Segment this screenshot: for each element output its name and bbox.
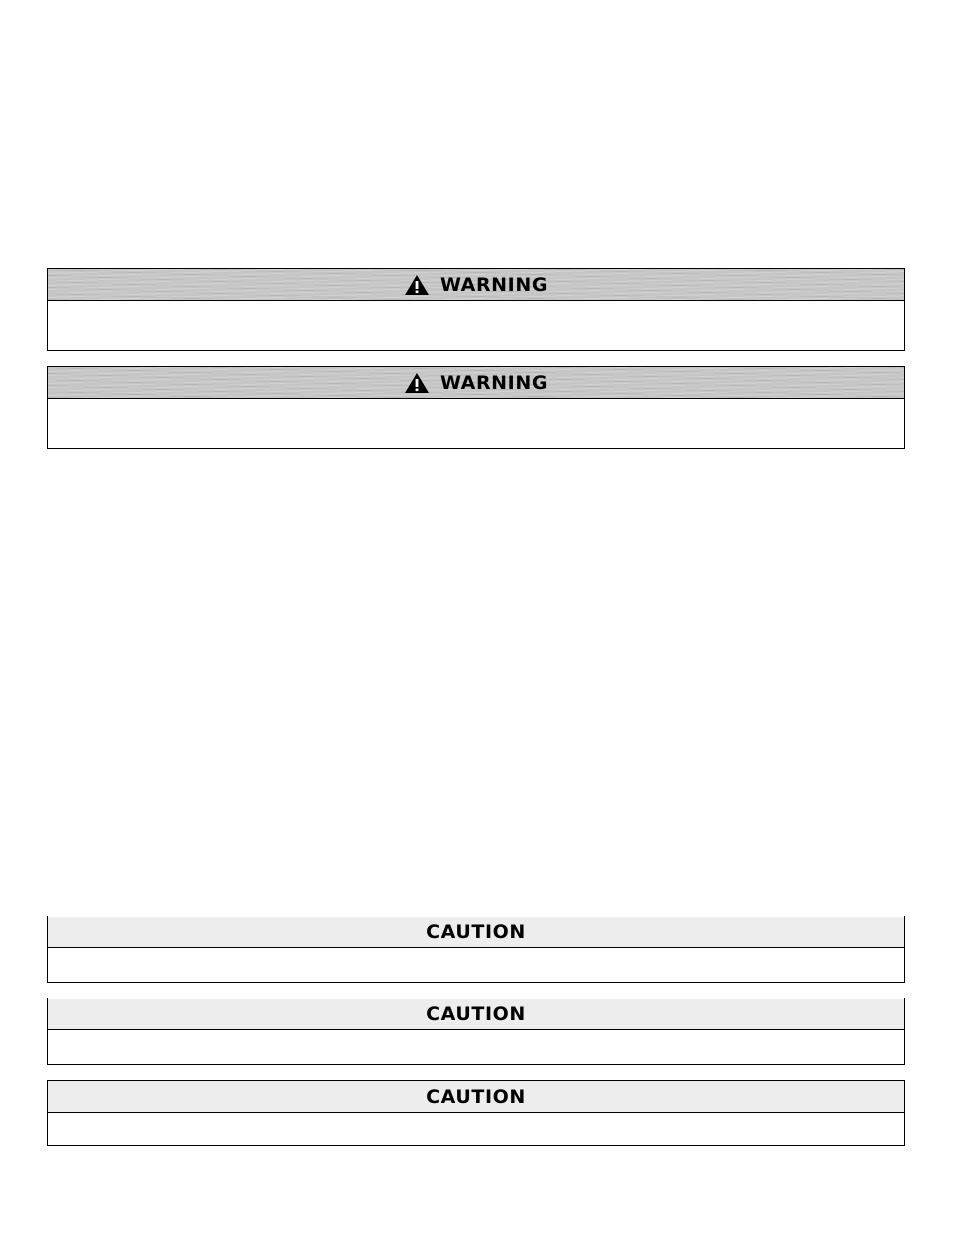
warning-notice-2 — [47, 366, 905, 449]
caution-label: CAUTION — [426, 921, 526, 943]
warning-notice-1 — [47, 268, 905, 351]
caution-notice-1 — [47, 916, 905, 983]
caution-label: CAUTION — [426, 1085, 526, 1108]
warning-label: WARNING — [439, 273, 549, 296]
warning-label: WARNING — [439, 371, 549, 394]
caution-notice-2 — [47, 998, 905, 1065]
caution-label: CAUTION — [426, 1003, 526, 1025]
warning-header — [48, 269, 904, 301]
caution-notice-3 — [47, 1080, 905, 1146]
caution-header — [48, 1081, 904, 1113]
caution-header — [48, 998, 904, 1030]
caution-header — [48, 916, 904, 948]
warning-triangle-icon — [404, 372, 430, 394]
warning-triangle-icon — [404, 274, 430, 296]
warning-header — [48, 367, 904, 399]
